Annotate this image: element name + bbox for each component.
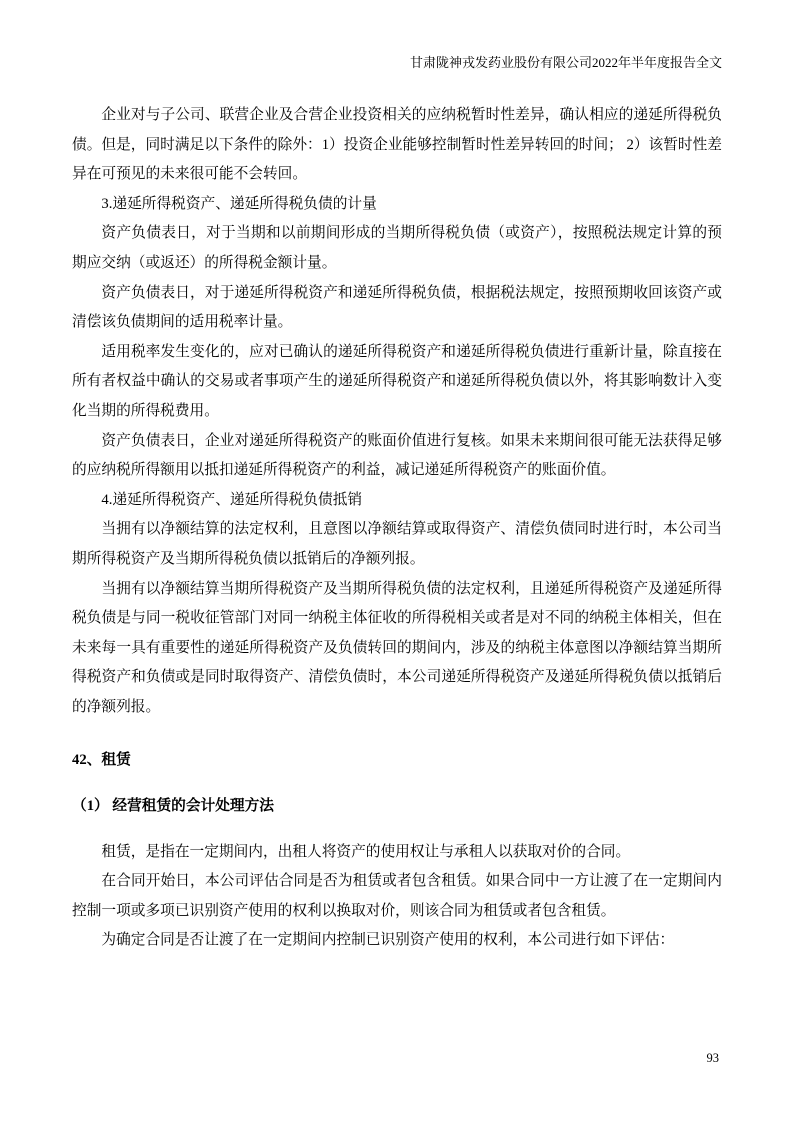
page-header <box>72 55 722 71</box>
section-heading-42-lease: 42、租赁 <box>72 752 131 769</box>
subsection-heading-operating-lease: （1） 经营租赁的会计处理方法 <box>72 798 274 815</box>
page-number: 93 <box>706 1051 719 1065</box>
paragraph-balance-sheet-deferred-tax: 资产负债表日，对于递延所得税资产和递延所得税负债，根据税法规定，按照预期收回该资产或清偿该负债期间的适用税率计量。 <box>72 284 722 331</box>
paragraph-carrying-value-review: 资产负债表日，企业对递延所得税资产的账面价值进行复核。如果未来期间很可能无法获得足够的应纳税所得额用以抵扣递延所得税资产的利益，减记递延所得税资产的账面价值。 <box>72 432 722 479</box>
paragraph-item-3-measurement: 3.递延所得税资产、递延所得税负债的计量 <box>101 195 377 212</box>
paragraph-lease-definition: 租赁，是指在一定期间内，出租人将资产的使用权让与承租人以获取对价的合同。 <box>101 843 631 860</box>
paragraph-net-settlement-current: 当拥有以净额结算的法定权利，且意图以净额结算或取得资产、清偿负债同时进行时，本公司当期所得税资产及当期所得税负债以抵销后的净额列报。 <box>72 521 722 567</box>
paragraph-lease-evaluation-intro: 为确定合同是否让渡了在一定期间内控制已识别资产使用的权利，本公司进行如下评估： <box>101 932 675 949</box>
document-body <box>72 101 722 956</box>
paragraph-item-4-offset: 4.递延所得税资产、递延所得税负债抵销 <box>101 491 363 508</box>
header-title: 甘肃陇神戎发药业股份有限公司2022年半年度报告全文 <box>409 55 722 70</box>
paragraph-deferred-tax-liability-exceptions: 企业对与子公司、联营企业及合营企业投资相关的应纳税暂时性差异，确认相应的递延所得税负债。但是，同时满足以下条件的除外：1）投资企业能够控制暂时性差异转回的时间； 2）该暂时性差异在可预见的未来很可能不会转回。 <box>72 107 722 183</box>
paragraph-tax-rate-change: 适用税率发生变化的，应对已确认的递延所得税资产和递延所得税负债进行重新计量，除直接在所有者权益中确认的交易或者事项产生的递延所得税资产和递延所得税负债以外，将其影响数计入变化当期的所得税费用。 <box>72 343 722 419</box>
paragraph-net-settlement-deferred: 当拥有以净额结算当期所得税资产及当期所得税负债的法定权利，且递延所得税资产及递延所得税负债是与同一税收征管部门对同一纳税主体征收的所得税相关或者是对不同的纳税主体相关，但在未来每一具有重要性的递延所得税资产及负债转回的期间内，涉及的纳税主体意图以净额结算当期所得税资产和负债或是同时取得资产、清偿负债时，本公司递延所得税资产及递延所得税负债以抵销后的净额列报。 <box>72 580 722 715</box>
paragraph-lease-assessment: 在合同开始日，本公司评估合同是否为租赁或者包含租赁。如果合同中一方让渡了在一定期间内控制一项或多项已识别资产使用的权利以换取对价，则该合同为租赁或者包含租赁。 <box>72 873 722 919</box>
page-footer <box>707 1051 720 1066</box>
paragraph-balance-sheet-current-tax: 资产负债表日，对于当期和以前期间形成的当期所得税负债（或资产），按照税法规定计算的预期应交纳（或返还）的所得税金额计量。 <box>72 225 722 271</box>
